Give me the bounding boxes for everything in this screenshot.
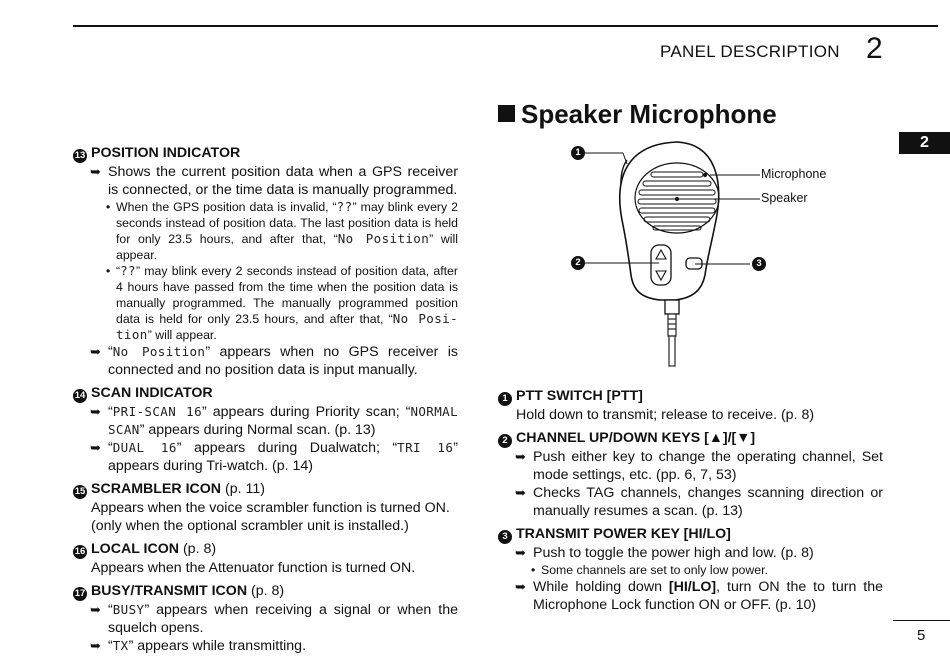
lcd-text: TX: [112, 638, 129, 653]
lcd-text: No Posi-tion: [116, 311, 458, 342]
r3-heading: [498, 525, 883, 544]
r2-arrow-1: ➥ Push either key to change the operating channel, Set mode settings, etc. (pp. 6, 7, 53): [498, 448, 883, 484]
item-14-title: SCAN INDICATOR: [91, 385, 213, 401]
callout-2-icon: 2: [571, 256, 585, 270]
circled-number-2-icon: 2: [498, 434, 512, 448]
callout-3-icon: 3: [752, 257, 766, 271]
section-title-text: Speaker Microphone: [521, 99, 777, 129]
page-ref: (p. 8): [247, 583, 285, 599]
bottom-rule: [893, 620, 950, 621]
r3-title: TRANSMIT POWER KEY [HI/LO]: [516, 526, 731, 542]
item-13-arrow-2: ➥ “No Position” appears when no GPS receiver is connected and no position data is input manually.: [73, 343, 458, 379]
section-title: [498, 99, 777, 130]
r3-arrow-1: ➥ Push to toggle the power high and low. (p. 8): [498, 544, 883, 562]
item-17-arrow-1: ➥ “BUSY” appears when receiving a signal or when the squelch opens.: [73, 601, 458, 637]
item-16-title: LOCAL ICON: [91, 541, 180, 557]
speaker-center-dot: [675, 197, 679, 201]
r2-arrow-2: ➥ Checks TAG channels, changes scanning direction or manually resumes a scan. (p. 13): [498, 484, 883, 520]
callout-1-icon: 1: [571, 146, 585, 160]
microphone-label: Microphone: [761, 167, 827, 181]
r2-title: CHANNEL UP/DOWN KEYS [▲]/[▼]: [516, 430, 756, 446]
item-16-heading: [73, 540, 458, 559]
circled-number-15-icon: 15: [74, 486, 86, 497]
item-17-heading: [73, 582, 458, 601]
item-15-title: SCRAMBLER ICON: [91, 481, 222, 497]
microphone-hole: [703, 173, 707, 177]
lcd-text: ??: [120, 263, 136, 278]
item-13-heading: [73, 144, 458, 163]
circled-number-14-icon: 14: [74, 390, 86, 401]
item-13-title: POSITION INDICATOR: [91, 145, 241, 161]
item-14-heading: [73, 384, 458, 403]
page-ref: (p. 8): [179, 541, 217, 557]
cable-segments: [668, 314, 676, 366]
lcd-text: DUAL 16: [112, 440, 177, 455]
item-15-text: Appears when the voice scrambler function is turned ON. (only when the optional scrambler unit is installed.): [91, 500, 450, 534]
chapter-tab: 2: [899, 132, 950, 154]
running-header-title: PANEL DESCRIPTION: [660, 42, 840, 61]
r1-text: Hold down to transmit; release to receive. (p. 8): [516, 407, 815, 423]
r3-arrow-2: ➥ While holding down [HI/LO], turn ON the to turn the Microphone Lock function ON or OFF. (p. 10): [498, 578, 883, 614]
item-13-bullet-1: • When the GPS position data is invalid, “??” may blink every 2 seconds instead of position data. The last position data is held for only 23.5 hours, and after that, “No Position” will appear.: [73, 199, 458, 263]
lcd-text: PRI-SCAN 16: [112, 404, 203, 419]
lcd-text: NORMAL SCAN: [108, 404, 458, 437]
item-13-arrow-1: ➥ Shows the current position data when a GPS receiver is connected, or the time data is manually programmed.: [73, 163, 458, 199]
circled-number-17-icon: 17: [74, 588, 86, 599]
item-14-arrow-1: ➥ “PRI-SCAN 16” appears during Priority scan; “NORMAL SCAN” appears during Normal scan. (p. 13): [73, 403, 458, 439]
key-name: [HI/LO]: [668, 579, 717, 595]
lcd-text: No Position: [337, 231, 430, 246]
r1-heading: [498, 387, 883, 406]
item-17-arrow-2: ➥ “TX” appears while transmitting.: [73, 637, 458, 655]
top-rule: [73, 25, 938, 27]
r3-bullet-1: • Some channels are set to only low power.: [498, 562, 883, 578]
square-bullet-icon: [498, 105, 515, 122]
left-column: [73, 139, 458, 655]
item-16-text: Appears when the Attenuator function is turned ON.: [91, 560, 416, 576]
speaker-label: Speaker: [761, 191, 808, 205]
circled-number-13-icon: 13: [74, 150, 86, 161]
r1-title: PTT SWITCH [PTT]: [516, 388, 643, 404]
r2-heading: [498, 429, 883, 448]
item-17-title: BUSY/TRANSMIT ICON: [91, 583, 248, 599]
page-ref: (p. 11): [221, 481, 265, 497]
item-14-arrow-2: ➥ “DUAL 16” appears during Dualwatch; “TRI 16” appears during Tri-watch. (p. 14): [73, 439, 458, 475]
lcd-text: BUSY: [112, 602, 145, 617]
item-15-heading: [73, 480, 458, 499]
chapter-number: 2: [866, 32, 883, 65]
circled-number-16-icon: 16: [74, 546, 86, 557]
lcd-text: No Position: [112, 344, 206, 359]
circled-number-1-icon: 1: [498, 392, 512, 406]
page-number: 5: [917, 627, 926, 644]
right-column: [498, 382, 883, 614]
lcd-text: ??: [336, 199, 353, 214]
item-13-bullet-2: • “??” may blink every 2 seconds instead of position data, after 4 hours have passed from the time when the position data is manually programmed. The manually programmed position data is held for only 23.5 hours, and after that, “No Posi-tion” will appear.: [73, 263, 458, 343]
circled-number-3-icon: 3: [498, 530, 512, 544]
lcd-text: TRI 16: [397, 440, 454, 455]
cable-strain-relief: [665, 300, 679, 314]
